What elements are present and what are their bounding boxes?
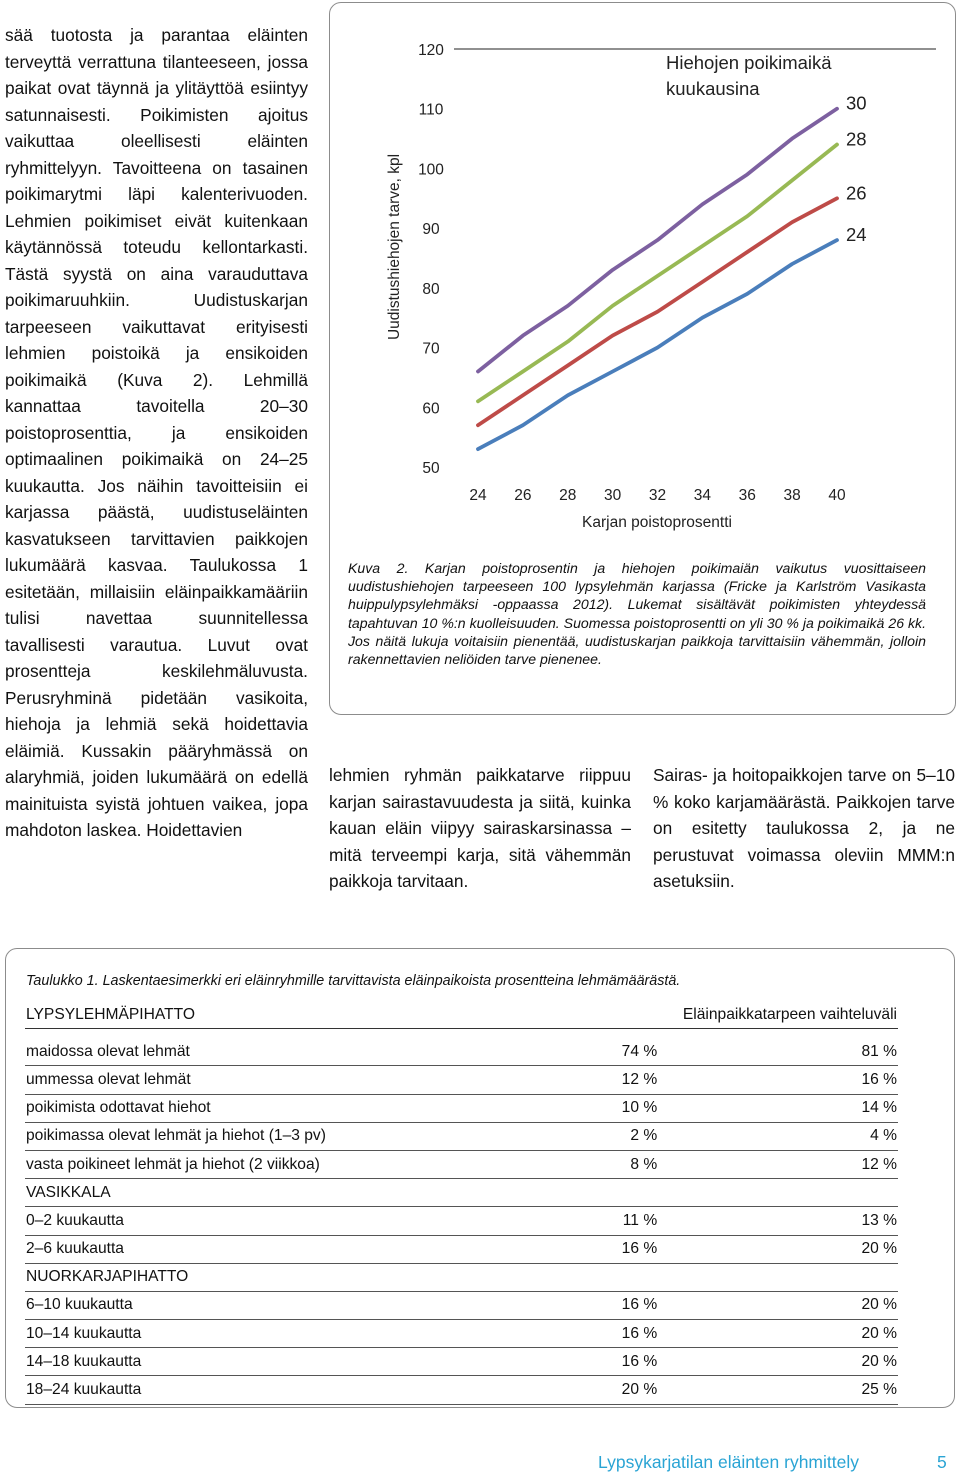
x-tick-label: 40 (828, 487, 846, 504)
table-cell-max: 20 % (657, 1348, 898, 1376)
table-cell-max: 14 % (657, 1094, 898, 1122)
y-tick-label: 50 (422, 460, 440, 477)
table-row (25, 1207, 898, 1235)
table-header-left: LYPSYLEHMÄPIHATTO (25, 1001, 495, 1029)
footer-title: Lypsykarjatilan eläinten ryhmittely (598, 1452, 859, 1472)
table-box (5, 948, 955, 1408)
table-spacer-cell (25, 1029, 898, 1039)
table-row (25, 1094, 898, 1122)
table-cell-label: ummessa olevat lehmät (25, 1066, 495, 1094)
table-cell-min: 74 % (495, 1038, 657, 1066)
table-cell-empty (495, 1179, 657, 1207)
middle-text-column (329, 762, 631, 895)
table-cell-label: 18–24 kuukautta (25, 1376, 495, 1404)
table-cell-label: poikimassa olevat lehmät ja hiehot (1–3 pv) (25, 1122, 495, 1150)
table-cell-empty (657, 1263, 898, 1291)
series-line-28 (478, 145, 837, 402)
chart (330, 3, 957, 543)
series-label-24: 24 (846, 224, 867, 246)
table-cell-label: vasta poikineet lehmät ja hiehot (2 viikkoa) (25, 1150, 495, 1178)
series-label-26: 26 (846, 182, 867, 204)
table-cell-max: 81 % (657, 1038, 898, 1066)
left-column-paragraph: sää tuotosta ja parantaa eläinten terveyttä verrattuna tilanteeseen, jossa paikat ovat täynnä ja ylitäyttöä esiintyy satunnaisesti. Poikimisten ajoitus vaikuttaa oleellisesti eläinten ryhmittelyyn. Tavoitteena on tasainen poikimarytmi läpi kalenterivuoden. Lehmien poikimiset eivät kuitenkaan käytännössä toteudu kellontarkasti. Tästä syystä on aina varauduttava poikimaruuhkiin. Uudistuskarjan tarpeeseen vaikuttavat erityisesti lehmien poistoikä ja ensikoiden poikimaikä (Kuva 2). Lehmillä kannattaa tavoitella 20–30 poistoprosenttia, ja ensikoiden optimaalinen poikimaikä on 24–25 kuukautta. Jos näihin tavoitteisiin ei karjassa päästä, uudistuseläinten kasvatukseen tarvittavien paikkojen lukumäärä kasvaa. Taulukossa 1 esitetään, millaisiin eläinpaikkamääriin tulisi navettaa suunnitellessa tavallisesti varautua. Luvut ovat prosentteja keskilehmäluvusta. Perusryhminä pidetään vasikoita, hiehoja ja lehmiä sekä hoidettavia eläimiä. Kussakin pääryhmässä on alaryhmiä, joiden lukumäärä on edellä mainituista syistä johtuen vaikea, jopa mahdoton laskea. Hoidettavien (5, 25, 308, 840)
table-cell-max: 20 % (657, 1235, 898, 1263)
table-cell-min: 16 % (495, 1235, 657, 1263)
chart-title-line2: kuukausina (666, 78, 760, 99)
table-cell-min: 16 % (495, 1291, 657, 1319)
table-cell-min: 10 % (495, 1094, 657, 1122)
middle-column-paragraph: lehmien ryhmän paikkatarve riippuu karjan sairastavuudesta ja siitä, kuinka kauan eläin viipyy sairaskarsinassa – mitä terveempi karja, sitä vähemmän paikkoja tarvitaan. (329, 765, 631, 891)
series-label-28: 28 (846, 128, 867, 150)
y-tick-label: 110 (418, 101, 444, 119)
y-axis-title: Uudistushiehojen tarve, kpl (386, 153, 403, 341)
table-cell-label: 6–10 kuukautta (25, 1291, 495, 1319)
left-text-column (5, 22, 308, 844)
table-row (25, 1348, 898, 1376)
table-cell-max: 20 % (657, 1291, 898, 1319)
x-tick-label: 26 (514, 487, 532, 504)
table-cell-max: 20 % (657, 1320, 898, 1348)
figure-caption (348, 559, 926, 668)
table-row (25, 1066, 898, 1094)
x-tick-label: 24 (469, 487, 487, 504)
figure-caption-text: Karjan poistoprosentin ja hiehojen poikimaiän vaikutus vuosittaiseen uudistushiehojen tarpeeseen 100 lypsylehmän karjassa (Fricke ja Karlström Vasikasta huippulypsylehmäksi -oppaassa 2012). Lukemat sisältävät poikimisten yhteydessä tapahtuvan 10 %:n kuolleisuuden. Suomessa poistoprosentti on yli 30 % ja poikimaikä 26 kk. Jos näitä lukuja voitaisiin pienentää, uudistuskarjan paikkoja tarvittaisiin vähemmän, jolloin rakennettavien neliöiden tarve pienenee. (348, 560, 926, 668)
y-tick-label: 70 (422, 340, 440, 358)
table-cell-min: 16 % (495, 1348, 657, 1376)
table-spacer (25, 1029, 898, 1039)
table-cell-max: 12 % (657, 1150, 898, 1178)
table-cell-min: 16 % (495, 1320, 657, 1348)
y-tick-label: 100 (418, 161, 444, 179)
table-cell-min: 2 % (495, 1122, 657, 1150)
y-tick-label: 80 (422, 280, 440, 298)
table-cell-label: 10–14 kuukautta (25, 1320, 495, 1348)
table-cell-min: 12 % (495, 1066, 657, 1094)
table-cell-empty (495, 1263, 657, 1291)
x-tick-label: 32 (648, 487, 667, 504)
y-tick-label: 90 (422, 221, 440, 239)
x-tick-label: 38 (783, 487, 801, 504)
series-line-30 (478, 109, 837, 372)
x-tick-label: 28 (559, 487, 577, 504)
x-tick-label: 30 (604, 487, 622, 504)
right-text-column (653, 762, 955, 895)
table-caption: Taulukko 1. Laskentaesimerkki eri eläinryhmille tarvittavista eläinpaikoista prosentteina lehmämäärästä. (26, 973, 681, 989)
table-group-title: NUORKARJAPIHATTO (25, 1263, 495, 1291)
y-tick-label: 60 (422, 400, 440, 418)
x-tick-label: 36 (738, 487, 756, 504)
table-row (25, 1376, 898, 1404)
figure-caption-label: Kuva 2. (348, 560, 409, 576)
table-cell-label: poikimista odottavat hiehot (25, 1094, 495, 1122)
table-row (25, 1235, 898, 1263)
x-tick-label: 34 (693, 487, 711, 504)
table-cell-min: 8 % (495, 1150, 657, 1178)
table-cell-label: 2–6 kuukautta (25, 1235, 495, 1263)
table-group-row (25, 1263, 898, 1291)
table-row (25, 1150, 898, 1178)
table-header-blank (495, 1001, 657, 1029)
table-cell-label: 14–18 kuukautta (25, 1348, 495, 1376)
table-cell-max: 25 % (657, 1376, 898, 1404)
table-row (25, 1320, 898, 1348)
page-number: 5 (937, 1452, 947, 1472)
table-header-row (25, 1001, 898, 1029)
table-row (25, 1038, 898, 1066)
table-row (25, 1291, 898, 1319)
right-column-paragraph: Sairas- ja hoitopaikkojen tarve on 5–10 % koko karjamäärästä. Paikkojen tarve on esitetty taulukossa 2, ja ne perustuvat voimassa oleviin MMM:n asetuksiin. (653, 765, 955, 891)
table-cell-label: maidossa olevat lehmät (25, 1038, 495, 1066)
table-cell-min: 11 % (495, 1207, 657, 1235)
y-tick-label: 120 (418, 42, 444, 59)
table-cell-min: 20 % (495, 1376, 657, 1404)
table-cell-empty (657, 1179, 898, 1207)
table-cell-max: 13 % (657, 1207, 898, 1235)
table-row (25, 1122, 898, 1150)
series-line-26 (478, 198, 837, 425)
table-cell-max: 16 % (657, 1066, 898, 1094)
table-cell-max: 4 % (657, 1122, 898, 1150)
table-header-right: Eläinpaikkatarpeen vaihteluväli (657, 1001, 898, 1029)
table-cell-label: 0–2 kuukautta (25, 1207, 495, 1235)
x-axis-title: Karjan poistoprosentti (582, 514, 732, 531)
series-line-24 (478, 240, 837, 449)
chart-title-line1: Hiehojen poikimaikä (666, 52, 832, 73)
table-group-title: VASIKKALA (25, 1179, 495, 1207)
placement-table (25, 1001, 898, 1405)
series-label-30: 30 (846, 92, 867, 114)
table-group-row (25, 1179, 898, 1207)
figure-box (329, 2, 956, 715)
